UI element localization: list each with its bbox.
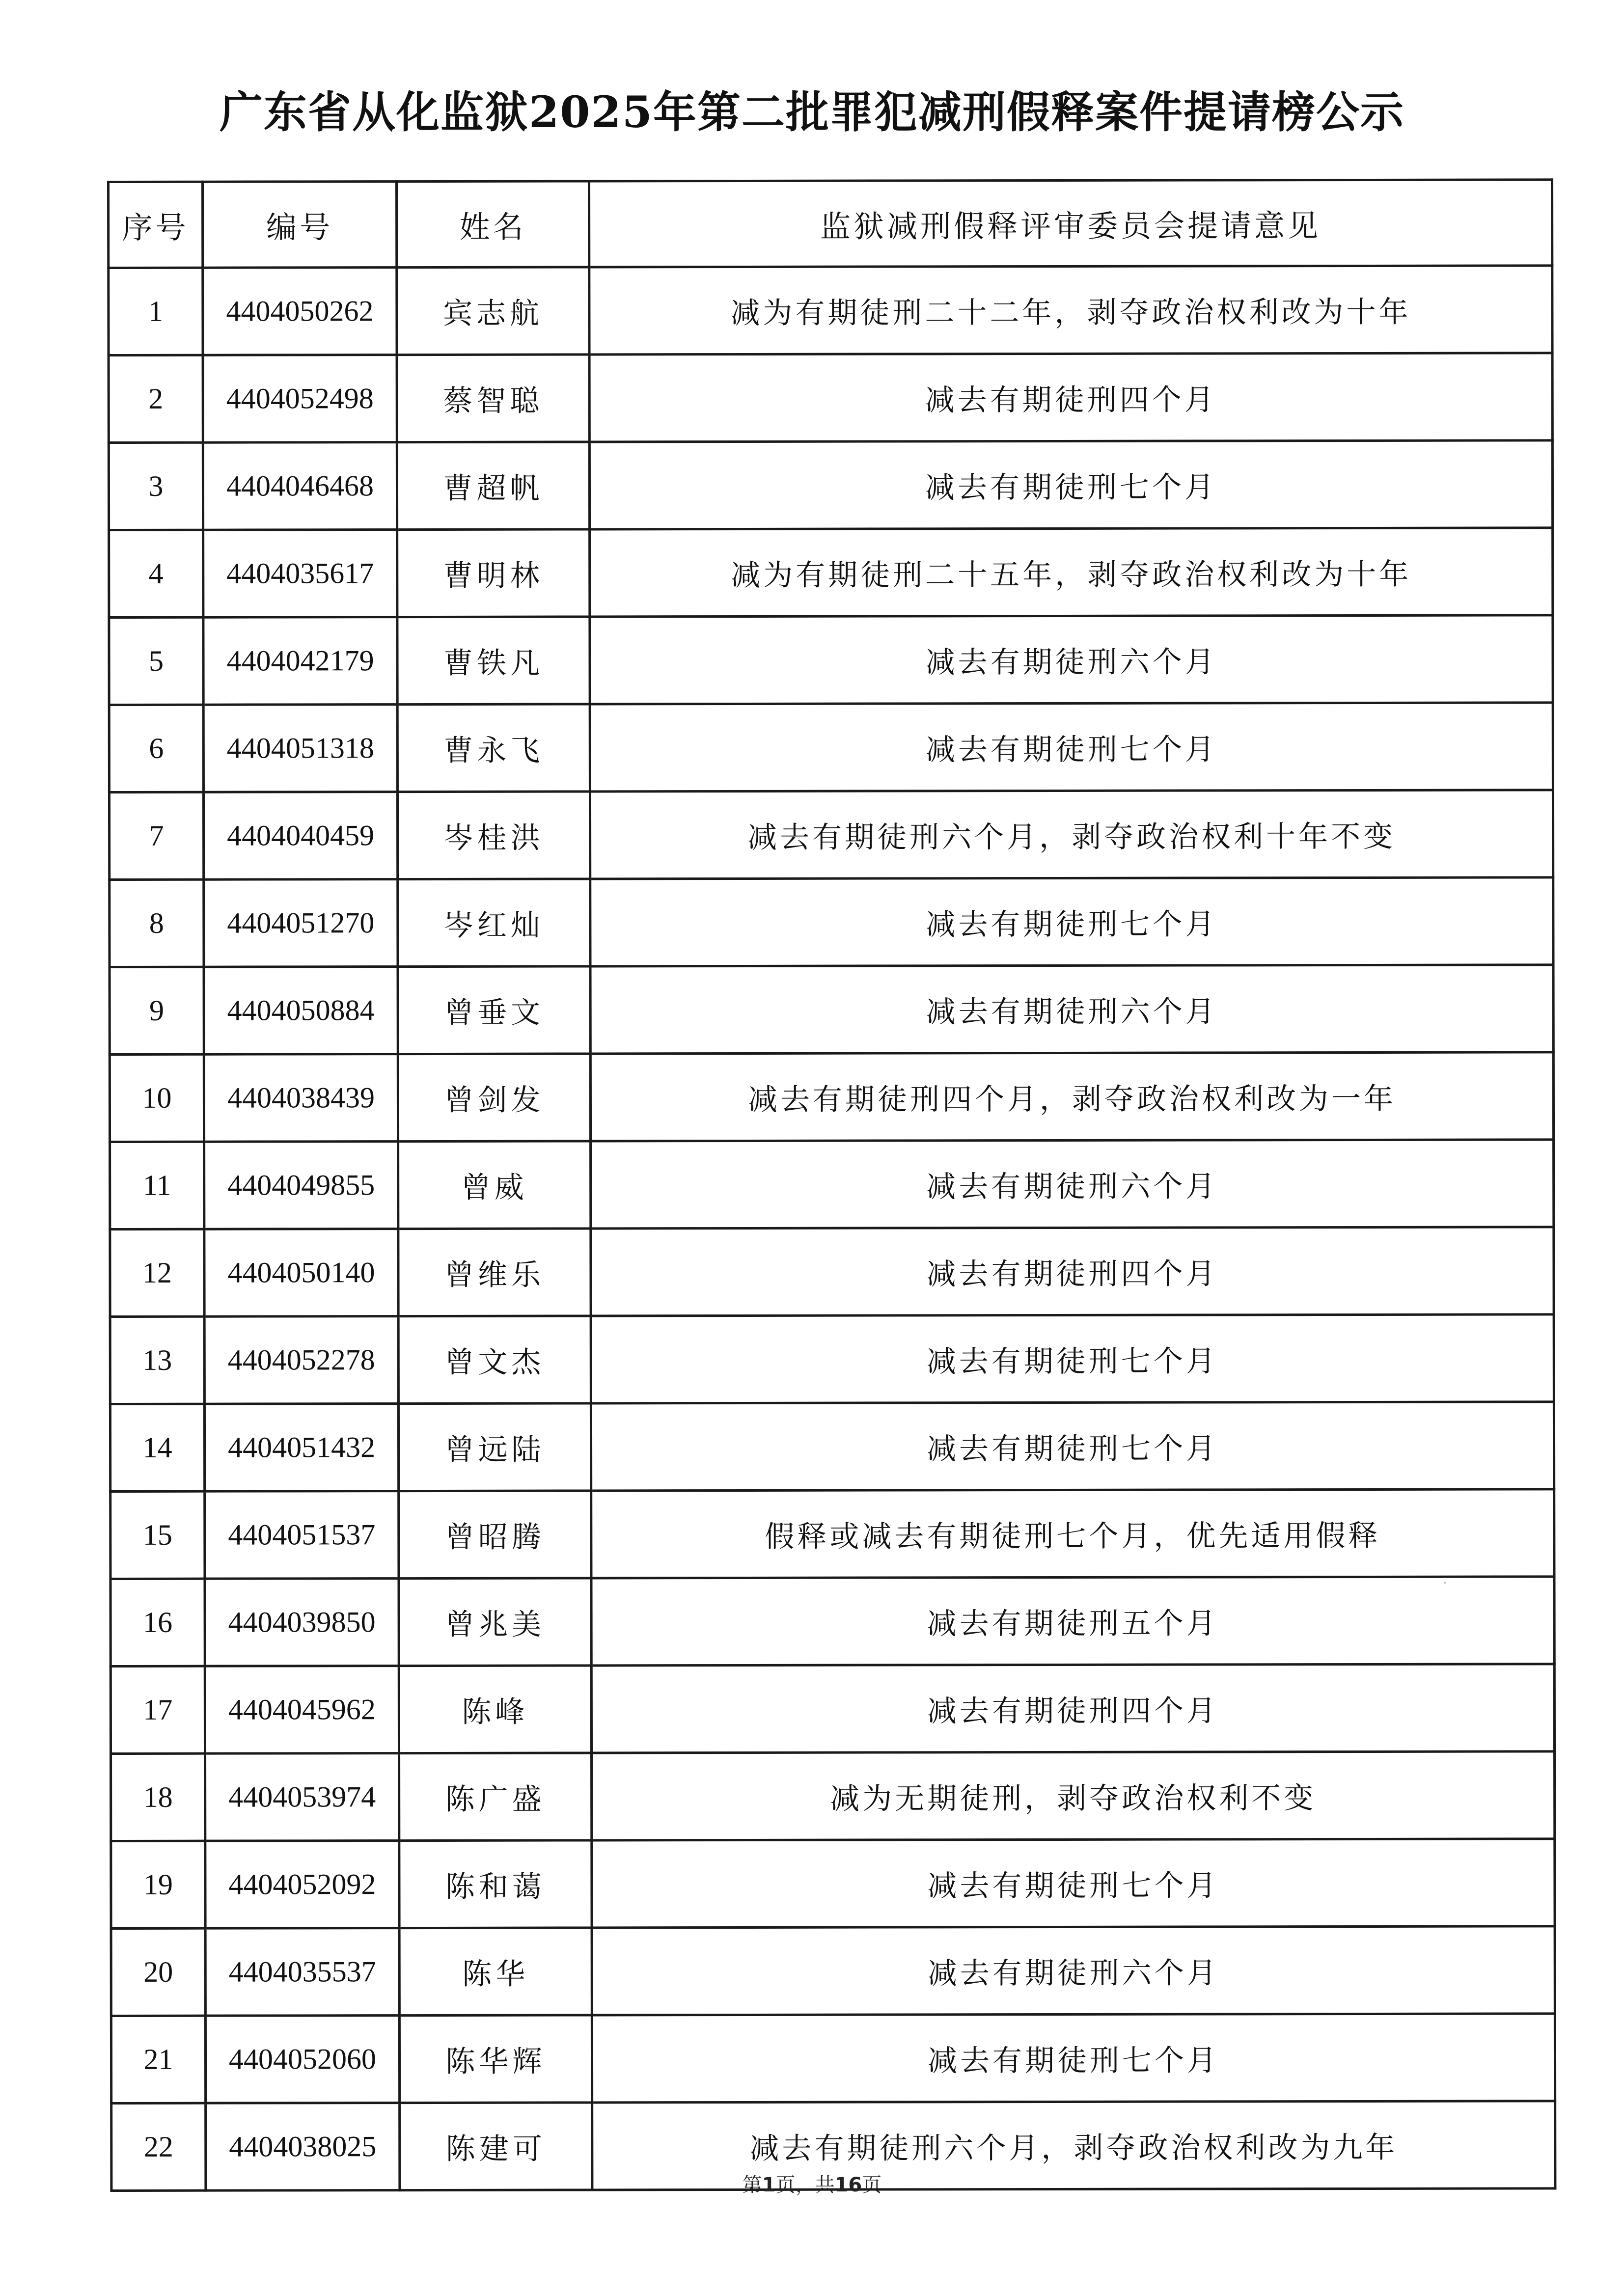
row-id: 4404050884 [204,967,398,1055]
row-id: 4404052092 [205,1841,399,1929]
row-id: 4404051318 [203,705,397,793]
footer-suffix: 页 [862,2174,882,2196]
row-name: 宾志航 [397,267,589,355]
footer-total-pages: 16 [834,2174,862,2196]
row-id: 4404035537 [205,1928,399,2016]
row-name: 陈广盛 [399,1753,592,1841]
table-row [111,2014,1555,2104]
row-id: 4404049855 [204,1142,398,1230]
row-opinion: 减为有期徒刑二十二年，剥夺政治权利改为十年 [589,266,1552,355]
row-seq: 12 [110,1229,204,1316]
row-seq: 18 [111,1753,205,1841]
header-id: 编号 [203,182,397,268]
row-seq: 2 [109,355,203,442]
row-name: 曾维乐 [398,1229,591,1316]
table-row [109,353,1552,443]
row-opinion: 减去有期徒刑七个月 [589,440,1552,529]
footer-middle: 页，共 [775,2174,835,2196]
row-seq: 14 [110,1404,204,1491]
row-opinion: 减为有期徒刑二十五年，剥夺政治权利改为十年 [590,528,1553,617]
row-name: 曹超帆 [397,442,589,530]
table-row [110,1227,1554,1317]
scan-speck [1444,1582,1446,1584]
row-name: 岑桂洪 [397,792,590,879]
row-id: 4404051432 [204,1404,398,1492]
row-opinion: 减去有期徒刑六个月，剥夺政治权利十年不变 [590,790,1553,879]
row-opinion: 减去有期徒刑六个月 [590,615,1553,704]
header-opinion: 监狱减刑假释评审委员会提请意见 [589,180,1552,267]
row-opinion: 减去有期徒刑六个月 [590,965,1553,1054]
row-id: 4404052498 [203,355,397,443]
table-row [111,1839,1555,1929]
page-title: 广东省从化监狱2025年第二批罪犯减刑假释案件提请榜公示 [220,86,1404,137]
table-row [110,877,1553,967]
row-seq: 1 [109,268,203,355]
row-opinion: 减去有期徒刑四个月 [591,1227,1554,1316]
row-seq: 19 [111,1841,205,1928]
page-footer [0,2169,1624,2197]
table-row [110,965,1553,1055]
row-opinion: 减去有期徒刑七个月 [591,1314,1554,1403]
row-name: 曾兆美 [399,1578,591,1666]
table-row [111,1751,1555,1841]
row-name: 陈华辉 [399,2015,592,2103]
table-body [109,266,1555,2191]
row-name: 曾威 [398,1141,591,1229]
row-opinion: 减去有期徒刑七个月 [592,2014,1555,2103]
row-name: 曾文杰 [398,1316,591,1404]
row-opinion: 减去有期徒刑七个月 [592,1839,1555,1928]
row-seq: 16 [110,1579,205,1666]
row-seq: 20 [111,1928,205,2016]
table-row [110,1664,1554,1754]
row-name: 陈和蔼 [399,1840,592,1928]
row-opinion: 减去有期徒刑七个月 [590,703,1553,792]
row-seq: 7 [109,792,203,879]
row-seq: 10 [110,1054,204,1142]
row-name: 岑红灿 [398,879,590,967]
row-id: 4404045962 [205,1666,399,1754]
row-id: 4404042179 [203,617,397,705]
row-seq: 17 [110,1666,205,1753]
row-name: 曾垂文 [398,966,590,1054]
row-id: 4404052060 [205,2016,399,2104]
table-row [109,440,1552,530]
row-id: 4404035617 [203,530,397,618]
row-seq: 13 [110,1316,204,1404]
row-id: 4404053974 [205,1753,399,1841]
row-opinion: 减去有期徒刑五个月 [591,1577,1554,1666]
table-row [110,1402,1554,1492]
row-id: 4404051537 [205,1491,399,1579]
row-name: 陈峰 [399,1666,591,1753]
row-id: 4404051270 [204,879,398,967]
row-seq: 5 [109,617,203,705]
row-opinion: 减去有期徒刑七个月 [591,1402,1554,1491]
row-seq: 11 [110,1142,204,1229]
table-row [110,1052,1553,1142]
row-seq: 22 [111,2103,206,2190]
row-opinion: 减去有期徒刑六个月 [591,1140,1554,1229]
table-row [110,1314,1554,1404]
row-name: 曹铁凡 [397,617,590,705]
row-opinion: 减去有期徒刑四个月，剥夺政治权利改为一年 [590,1052,1553,1141]
row-id: 4404050140 [204,1229,398,1317]
row-name: 曾剑发 [398,1054,590,1142]
row-opinion: 减为无期徒刑，剥夺政治权利不变 [592,1751,1555,1840]
header-name: 姓名 [397,181,589,268]
table-row [109,703,1553,793]
row-opinion: 减去有期徒刑七个月 [590,877,1553,966]
table-row [110,1577,1554,1667]
row-seq: 6 [109,705,203,792]
row-id: 4404052278 [204,1316,398,1404]
data-table [107,178,1556,2192]
table-row [111,1926,1555,2016]
table-row [110,1489,1554,1579]
table-row [109,615,1553,705]
row-name: 陈华 [399,1928,592,2016]
row-opinion: 减去有期徒刑六个月 [592,1926,1555,2015]
row-name: 曾远陆 [398,1403,591,1491]
footer-page-number: 1 [762,2174,776,2196]
table-row [110,1140,1554,1230]
footer-prefix: 第 [742,2174,762,2196]
row-opinion: 减去有期徒刑四个月 [591,1664,1554,1753]
row-seq: 3 [109,442,203,530]
header-seq: 序号 [109,182,203,268]
row-opinion: 减去有期徒刑四个月 [589,353,1552,442]
row-seq: 8 [110,879,204,967]
row-seq: 4 [109,530,203,617]
row-id: 4404038025 [206,2103,400,2191]
table-row [109,790,1553,880]
row-id: 4404038439 [204,1054,398,1142]
row-name: 曾昭腾 [399,1491,591,1579]
row-name: 蔡智聪 [397,355,589,442]
row-name: 曹明林 [397,529,590,617]
row-opinion: 减去有期徒刑六个月，剥夺政治权利改为九年 [592,2101,1555,2190]
table-row [109,528,1553,618]
row-seq: 21 [111,2016,205,2103]
row-id: 4404040459 [203,792,397,880]
table-row [109,266,1552,355]
row-seq: 9 [110,967,204,1054]
table-container [107,178,1554,2166]
row-id: 4404046468 [203,442,397,530]
row-opinion: 假释或减去有期徒刑七个月，优先适用假释 [591,1489,1554,1578]
row-name: 陈建可 [400,2103,592,2190]
row-id: 4404050262 [203,268,397,355]
row-seq: 15 [110,1491,205,1579]
table-header-row [109,180,1552,268]
row-name: 曹永飞 [397,704,590,792]
row-id: 4404039850 [205,1579,399,1667]
